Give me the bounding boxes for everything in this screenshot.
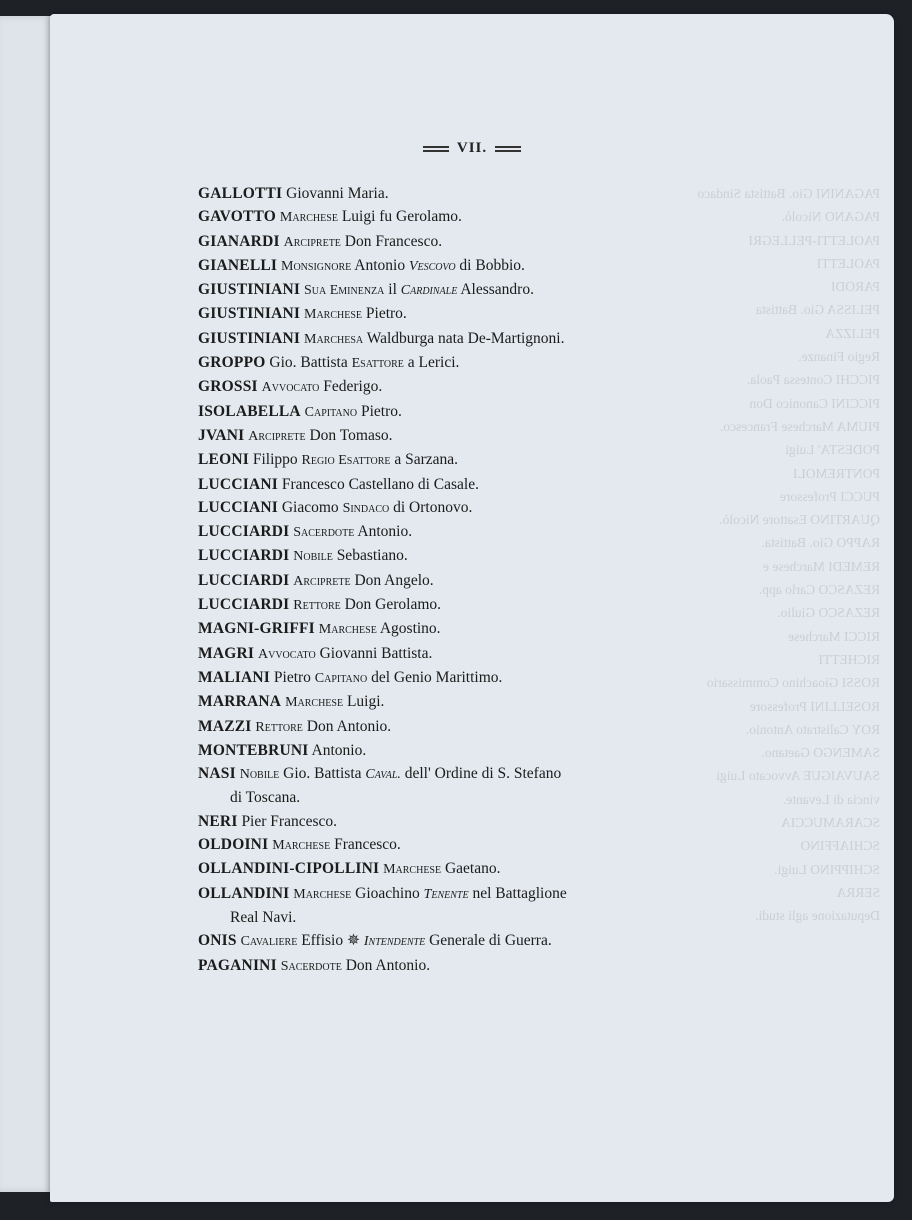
ornament-dash-right [495,146,521,152]
entry-surname: GROPPO [198,354,266,372]
entry-surname: MAZZI [198,717,252,735]
list-entry [198,496,758,520]
entry-surname: LUCCIANI [198,498,278,516]
bleed-line: PELIZZA [825,325,880,341]
list-entry [198,739,758,762]
bleed-line: ROY Calistrato Antonio. [745,721,880,737]
left-page-edge [0,16,54,1192]
entry-title: Monsignore [281,258,352,274]
bleed-line: PARODI [830,279,880,295]
list-entry [198,690,758,714]
bleed-line: PICCHI Contessa Paola. [746,372,880,388]
list-entry [198,473,758,496]
entry-surname: ONIS [198,932,237,950]
entry-title: Rettore [293,598,341,614]
bleed-line: SCHIAFFINO [800,838,880,854]
entry-text: Pietro. [365,305,407,323]
list-entry [198,375,758,399]
entry-text: Waldburga nata De-Martignoni. [366,329,565,347]
entry-text: Don Francesco. [344,232,443,250]
list-entry [198,833,758,857]
entry-office: Intendente [363,934,426,950]
list-entry [198,954,758,978]
bleed-line: SAUVAIGUE Avvocato Luigi [716,768,880,784]
entry-text: a Sarzana. [394,451,459,469]
entry-text: Don Angelo. [354,571,434,589]
entry-text: del Genio Marittimo. [371,668,503,686]
entry-surname: GIANELLI [198,256,278,274]
entry-surname: GROSSI [198,378,258,396]
list-entry [198,520,758,544]
list-entry [198,448,758,472]
list-entry [198,182,758,205]
entry-text: Luigi fu Gerolamo. [341,208,462,226]
bleed-line: REZASCO Carlo app. [758,582,880,598]
entry-text: Giovanni Battista. [319,644,433,662]
entry-text: Sebastiano. [336,547,408,565]
list-entry [198,642,758,666]
bleed-line: QUARTINO Esattore Nicolò. [719,512,880,528]
entry-text: Giovanni Maria. [286,185,389,202]
bleed-line: RICHETTI [818,651,880,667]
entry-title: Capitano [314,670,368,686]
entry-title: Arciprete [283,234,341,250]
bleed-line: PAOLETTI [816,255,880,271]
list-entry [198,882,758,930]
list-entry [198,278,758,302]
entry-text: Giacomo [281,498,339,516]
entry-continuation: di Toscana. [230,789,301,807]
bleed-line: PELISSA Gio. Battista [755,302,880,318]
list-entry [198,666,758,690]
entry-text: Luigi. [346,693,385,711]
entry-surname: GIANARDI [198,232,280,250]
entry-surname: GIUSTINIANI [198,281,301,299]
entry-text: Don Tomaso. [309,426,393,444]
entry-text: Agostino. [379,620,441,638]
entry-surname: OLLANDINI-CIPOLLINI [198,860,380,878]
entry-surname: LEONI [198,451,249,469]
entry-title: Sacerdote [280,958,342,974]
entry-surname: LUCCIARDI [198,571,290,589]
entry-office: Cardinale [400,283,458,299]
bleed-line: RAPPO Gio. Battista. [761,535,880,551]
list-entry [198,544,758,568]
entry-title: Marchese [318,622,377,638]
list-entry [198,327,758,351]
entry-surname: MAGRI [198,644,255,662]
entry-text: Pietro [273,668,311,686]
entry-title: Avvocato [261,380,320,396]
bleed-line: PAGANO Nicolò. [781,209,880,225]
entry-surname: NERI [198,812,238,830]
entry-office: Tenente [423,886,469,902]
entry-surname: GIUSTINIANI [198,329,301,347]
list-entry [198,569,758,593]
page-number-text: VII. [456,140,488,156]
entry-surname: OLLANDINI [198,884,290,902]
bleed-line: PAGANINI Gio. Battista Sindaco [697,186,880,201]
entry-text: Alessandro. [460,281,534,299]
entry-text: Federigo. [323,378,383,396]
entry-title: Sua Eminenza [304,283,385,299]
entry-title: Capitano [304,404,358,420]
entry-surname: ISOLABELLA [198,402,301,420]
entry-text: Antonio. [311,741,367,759]
entry-text: il [388,281,397,299]
entry-surname: MARRANA [198,693,282,711]
entry-text: Don Antonio. [306,717,392,735]
list-entry [198,230,758,254]
list-entry [198,762,758,810]
list-entry [198,302,758,326]
bleed-line: PAOLETTI-PELLEGRI [748,232,880,248]
list-entry [198,593,758,617]
entry-title: Arciprete [248,428,306,444]
list-entry [198,424,758,448]
entry-title: Marchese [383,862,442,878]
bleed-line: SCARAMUCCIA [780,815,880,831]
list-entry [198,929,758,953]
bleed-line: SAMENGO Gaetano. [761,745,880,761]
entry-text: Pietro. [360,402,402,420]
entry-text: Generale di Guerra. [429,932,552,950]
entry-title: Nobile [239,767,280,783]
entry-text: Don Antonio. [345,956,431,974]
entry-surname: NASI [198,765,236,783]
entry-title: Esattore [351,356,404,372]
entry-surname: MONTEBRUNI [198,741,309,759]
bleed-line: SERRA [836,884,880,900]
bleed-line: REMEDI Marchese e [763,558,880,574]
entry-text: Antonio [354,256,406,274]
entry-title: Marchese [272,838,331,854]
entry-text: di Bobbio. [459,256,525,274]
bleed-line: PONTREMOLI [793,465,880,481]
bleed-line: Deputazione agli studi. [755,908,880,924]
entry-title: Marchesa [304,331,364,347]
entry-title: Marchese [285,695,344,711]
entry-title: Sacerdote [293,525,355,541]
bleed-line: vincia di Levante. [782,791,880,807]
entry-surname: MAGNI-GRIFFI [198,620,315,638]
entry-title: Marchese [293,886,352,902]
entry-text: Gio. Battista [283,765,362,783]
bleed-line: RICCI Marchese [788,628,880,644]
subscriber-list [198,182,758,978]
bleed-line: PODESTA' Luigi [785,442,880,458]
entry-surname: LUCCIARDI [198,547,290,565]
entry-title: Cavaliere [240,934,298,950]
bleed-line: Regio Finanze. [798,349,880,365]
entry-title: Marchese [304,307,363,323]
entry-title: Avvocato [257,646,316,662]
entry-title: Sindaco [342,500,390,516]
bleed-line: SCHIPPINO Luigi. [774,861,880,877]
list-entry [198,715,758,739]
entry-text: Francesco Castellano di Casale. [281,475,479,493]
entry-text: Gaetano. [444,860,501,878]
entry-text: dell' Ordine di S. Stefano [404,765,562,783]
list-entry [198,351,758,375]
entry-text: di Ortonovo. [393,498,473,516]
bleed-line: PICCINI Canonico Don [749,395,880,411]
entry-title: Rettore [255,719,303,735]
entry-text: nel Battaglione [472,884,567,902]
list-entry [198,857,758,881]
bleed-line: ROSELLINI Professore [749,698,880,714]
bleed-line: PUCCI Professore [779,488,880,504]
page-number [50,140,894,157]
entry-surname: LUCCIARDI [198,523,290,541]
entry-title: Marchese [279,210,338,226]
entry-title: Regio Esattore [301,453,391,469]
entry-surname: OLDOINI [198,836,269,854]
bleed-line: REZASCO Giulio. [777,605,880,621]
entry-surname: GALLOTTI [198,185,283,202]
entry-surname: GAVOTTO [198,208,277,226]
entry-surname: PAGANINI [198,956,277,974]
entry-title: Nobile [293,549,333,565]
entry-surname: MALIANI [198,668,271,686]
list-entry [198,810,758,833]
bleed-line: PIUMA Marchese Francesco. [719,418,880,434]
entry-text: Don Gerolamo. [344,596,442,614]
entry-text: Gioachino [355,884,420,902]
entry-text: Francesco. [334,836,401,854]
entry-text: Gio. Battista [269,354,348,372]
bleed-line: ROSSI Gioachino Commissario [706,675,880,691]
entry-title: Arciprete [293,573,351,589]
list-entry [198,617,758,641]
entry-text: Filippo [252,451,298,469]
entry-office: Vescovo [408,258,456,274]
entry-continuation: Real Navi. [230,908,297,926]
list-entry [198,400,758,424]
entry-text: a Lerici. [407,354,460,372]
entry-text: Antonio. [357,523,413,541]
entry-text: Effisio ✵ [301,932,360,950]
entry-text: Pier Francesco. [241,812,337,830]
list-entry [198,205,758,229]
list-entry [198,254,758,278]
entry-surname: JVANI [198,426,245,444]
book-page [50,14,894,1202]
ornament-dash-left [423,146,449,152]
entry-surname: GIUSTINIANI [198,305,301,323]
entry-surname: LUCCIANI [198,475,278,493]
entry-office: Caval. [365,767,401,783]
entry-surname: LUCCIARDI [198,596,290,614]
